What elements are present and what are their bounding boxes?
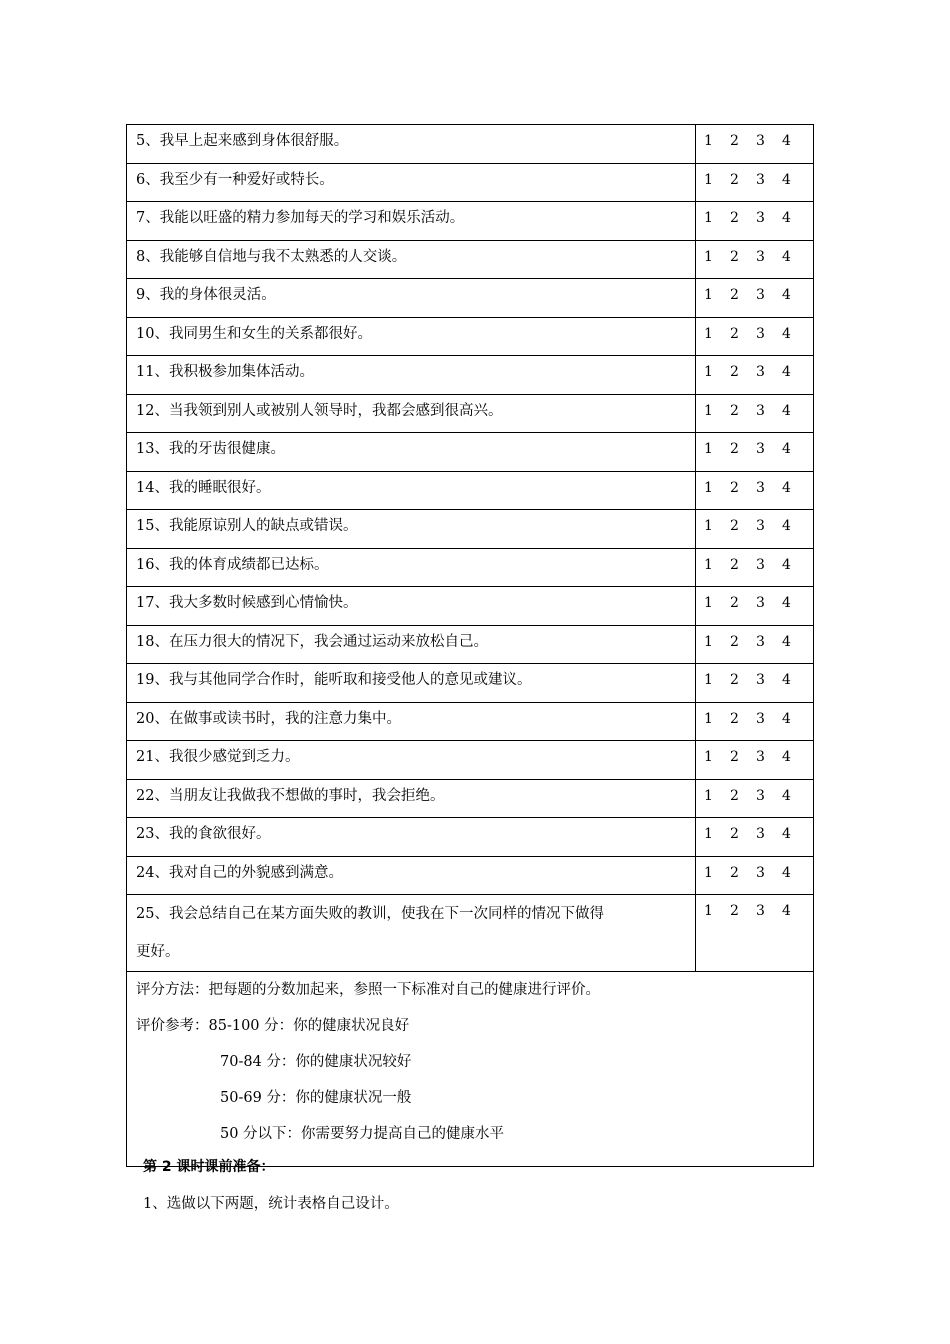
score-options xyxy=(696,780,813,818)
question-text: 24、我对自己的外貌感到满意。 xyxy=(127,857,696,895)
table-row xyxy=(127,356,813,395)
score-option[interactable]: 1 xyxy=(704,903,713,919)
question-line: 25、我会总结自己在某方面失败的教训，使我在下一次同样的情况下做得 xyxy=(136,906,604,922)
question-text: 11、我积极参加集体活动。 xyxy=(127,356,696,394)
next-lesson-section xyxy=(143,1153,399,1219)
score-option[interactable]: 1 xyxy=(704,672,713,688)
table-row xyxy=(127,549,813,588)
score-option[interactable]: 1 xyxy=(704,749,713,765)
score-option[interactable]: 1 xyxy=(704,556,713,573)
score-option[interactable]: 1 xyxy=(704,248,713,265)
score-option[interactable]: 2 xyxy=(730,441,739,457)
score-options xyxy=(696,857,813,895)
score-options xyxy=(696,895,813,971)
question-text: 18、在压力很大的情况下，我会通过运动来放松自己。 xyxy=(127,626,696,664)
score-option[interactable]: 2 xyxy=(730,672,739,688)
question-text: 9、我的身体很灵活。 xyxy=(127,279,696,317)
score-option[interactable]: 3 xyxy=(756,402,765,419)
score-option[interactable]: 1 xyxy=(704,710,713,727)
score-option[interactable]: 3 xyxy=(756,864,765,881)
lesson-heading: 第 2 课时课前准备： xyxy=(143,1159,275,1175)
score-options xyxy=(696,125,813,163)
score-option[interactable]: 2 xyxy=(730,479,739,496)
score-option[interactable]: 3 xyxy=(756,210,765,226)
score-options xyxy=(696,241,813,279)
table-row xyxy=(127,164,813,203)
score-option[interactable]: 4 xyxy=(782,633,791,650)
score-option[interactable]: 1 xyxy=(704,441,713,457)
score-option[interactable]: 3 xyxy=(756,633,765,650)
task-line: 1、选做以下两题，统计表格自己设计。 xyxy=(143,1196,399,1212)
score-option[interactable]: 3 xyxy=(756,133,765,149)
score-option[interactable]: 1 xyxy=(704,402,713,419)
score-option[interactable]: 4 xyxy=(782,402,791,419)
score-option[interactable]: 3 xyxy=(756,479,765,496)
score-options xyxy=(696,356,813,394)
question-text: 21、我很少感觉到乏力。 xyxy=(127,741,696,779)
score-option[interactable]: 2 xyxy=(730,826,739,842)
table-row xyxy=(127,818,813,857)
score-option[interactable]: 2 xyxy=(730,710,739,727)
question-text: 5、我早上起来感到身体很舒服。 xyxy=(127,125,696,163)
score-option[interactable]: 1 xyxy=(704,133,713,149)
table-row xyxy=(127,664,813,703)
scoring-ref4: 50 分以下：你需要努力提高自己的健康水平 xyxy=(220,1126,505,1142)
score-option[interactable]: 4 xyxy=(782,441,791,457)
table-row xyxy=(127,125,813,164)
scoring-ref2: 70-84 分：你的健康状况较好 xyxy=(220,1054,412,1070)
table-row xyxy=(127,857,813,896)
score-option[interactable]: 4 xyxy=(782,710,791,727)
question-line: 更好。 xyxy=(136,944,180,960)
score-option[interactable]: 4 xyxy=(782,325,791,342)
table-row xyxy=(127,510,813,549)
score-options xyxy=(696,164,813,202)
score-option[interactable]: 2 xyxy=(730,633,739,650)
table-row xyxy=(127,241,813,280)
score-option[interactable]: 2 xyxy=(730,903,739,919)
score-option[interactable]: 1 xyxy=(704,479,713,496)
score-option[interactable]: 1 xyxy=(704,595,713,611)
score-option[interactable]: 3 xyxy=(756,749,765,765)
score-options xyxy=(696,549,813,587)
table-row xyxy=(127,741,813,780)
question-text: 20、在做事或读书时，我的注意力集中。 xyxy=(127,703,696,741)
questionnaire-table xyxy=(126,124,814,1167)
score-options xyxy=(696,818,813,856)
question-text xyxy=(127,895,696,971)
score-options xyxy=(696,433,813,471)
score-options xyxy=(696,395,813,433)
question-text: 15、我能原谅别人的缺点或错误。 xyxy=(127,510,696,548)
question-text: 23、我的食欲很好。 xyxy=(127,818,696,856)
score-option[interactable]: 2 xyxy=(730,556,739,573)
score-option[interactable]: 1 xyxy=(704,171,713,188)
score-option[interactable]: 2 xyxy=(730,287,739,303)
score-option[interactable]: 1 xyxy=(704,826,713,842)
score-option[interactable]: 3 xyxy=(756,441,765,457)
score-option[interactable]: 3 xyxy=(756,903,765,919)
score-options xyxy=(696,664,813,702)
score-option[interactable]: 1 xyxy=(704,864,713,881)
scoring-section xyxy=(127,972,813,1166)
question-text: 13、我的牙齿很健康。 xyxy=(127,433,696,471)
scoring-method: 评分方法：把每题的分数加起来，参照一下标准对自己的健康进行评价。 xyxy=(136,982,600,998)
table-row xyxy=(127,703,813,742)
score-option[interactable]: 4 xyxy=(782,864,791,881)
score-option[interactable]: 2 xyxy=(730,133,739,149)
table-row xyxy=(127,895,813,972)
table-row xyxy=(127,279,813,318)
table-row xyxy=(127,433,813,472)
score-option[interactable]: 4 xyxy=(782,787,791,804)
score-option[interactable]: 1 xyxy=(704,287,713,303)
score-option[interactable]: 3 xyxy=(756,287,765,303)
question-text: 19、我与其他同学合作时，能听取和接受他人的意见或建议。 xyxy=(127,664,696,702)
score-option[interactable]: 2 xyxy=(730,787,739,804)
score-option[interactable]: 2 xyxy=(730,595,739,611)
question-text: 6、我至少有一种爱好或特长。 xyxy=(127,164,696,202)
score-option[interactable]: 2 xyxy=(730,364,739,380)
score-option[interactable]: 3 xyxy=(756,364,765,380)
score-option[interactable]: 1 xyxy=(704,633,713,650)
question-text: 16、我的体育成绩都已达标。 xyxy=(127,549,696,587)
table-row xyxy=(127,318,813,357)
score-option[interactable]: 3 xyxy=(756,171,765,188)
score-options xyxy=(696,510,813,548)
score-option[interactable]: 3 xyxy=(756,325,765,342)
score-option[interactable]: 4 xyxy=(782,826,791,842)
score-option[interactable]: 2 xyxy=(730,210,739,226)
score-option[interactable]: 4 xyxy=(782,364,791,380)
table-row xyxy=(127,395,813,434)
score-option[interactable]: 4 xyxy=(782,479,791,496)
score-option[interactable]: 4 xyxy=(782,903,791,919)
score-options xyxy=(696,587,813,625)
score-option[interactable]: 1 xyxy=(704,210,713,226)
question-text: 14、我的睡眠很好。 xyxy=(127,472,696,510)
score-option[interactable]: 3 xyxy=(756,826,765,842)
score-option[interactable]: 4 xyxy=(782,248,791,265)
question-text: 17、我大多数时候感到心情愉快。 xyxy=(127,587,696,625)
score-option[interactable]: 4 xyxy=(782,749,791,765)
score-options xyxy=(696,202,813,240)
score-option[interactable]: 2 xyxy=(730,402,739,419)
score-option[interactable]: 1 xyxy=(704,325,713,342)
score-option[interactable]: 2 xyxy=(730,248,739,265)
score-option[interactable]: 2 xyxy=(730,518,739,534)
score-options xyxy=(696,472,813,510)
score-option[interactable]: 2 xyxy=(730,325,739,342)
score-options xyxy=(696,626,813,664)
table-row xyxy=(127,780,813,819)
score-option[interactable]: 3 xyxy=(756,787,765,804)
score-option[interactable]: 1 xyxy=(704,364,713,380)
question-text: 10、我同男生和女生的关系都很好。 xyxy=(127,318,696,356)
scoring-ref3: 50-69 分：你的健康状况一般 xyxy=(220,1090,412,1106)
score-option[interactable]: 4 xyxy=(782,133,791,149)
score-options xyxy=(696,279,813,317)
table-row xyxy=(127,626,813,665)
score-option[interactable]: 4 xyxy=(782,287,791,303)
score-option[interactable]: 3 xyxy=(756,518,765,534)
score-option[interactable]: 3 xyxy=(756,595,765,611)
score-option[interactable]: 1 xyxy=(704,787,713,804)
question-text: 12、当我领到别人或被别人领导时，我都会感到很高兴。 xyxy=(127,395,696,433)
table-row xyxy=(127,587,813,626)
score-option[interactable]: 4 xyxy=(782,556,791,573)
score-option[interactable]: 3 xyxy=(756,248,765,265)
score-options xyxy=(696,703,813,741)
question-text: 8、我能够自信地与我不太熟悉的人交谈。 xyxy=(127,241,696,279)
score-option[interactable]: 4 xyxy=(782,518,791,534)
score-option[interactable]: 3 xyxy=(756,672,765,688)
question-text: 22、当朋友让我做我不想做的事时，我会拒绝。 xyxy=(127,780,696,818)
score-option[interactable]: 1 xyxy=(704,518,713,534)
score-options xyxy=(696,318,813,356)
scoring-ref1: 评价参考：85-100 分：你的健康状况良好 xyxy=(136,1018,410,1034)
question-text: 7、我能以旺盛的精力参加每天的学习和娱乐活动。 xyxy=(127,202,696,240)
score-options xyxy=(696,741,813,779)
score-option[interactable]: 4 xyxy=(782,210,791,226)
score-option[interactable]: 2 xyxy=(730,171,739,188)
score-option[interactable]: 4 xyxy=(782,171,791,188)
score-option[interactable]: 4 xyxy=(782,672,791,688)
score-option[interactable]: 2 xyxy=(730,864,739,881)
score-option[interactable]: 4 xyxy=(782,595,791,611)
table-row xyxy=(127,202,813,241)
score-option[interactable]: 3 xyxy=(756,710,765,727)
table-row xyxy=(127,472,813,511)
score-option[interactable]: 2 xyxy=(730,749,739,765)
score-option[interactable]: 3 xyxy=(756,556,765,573)
